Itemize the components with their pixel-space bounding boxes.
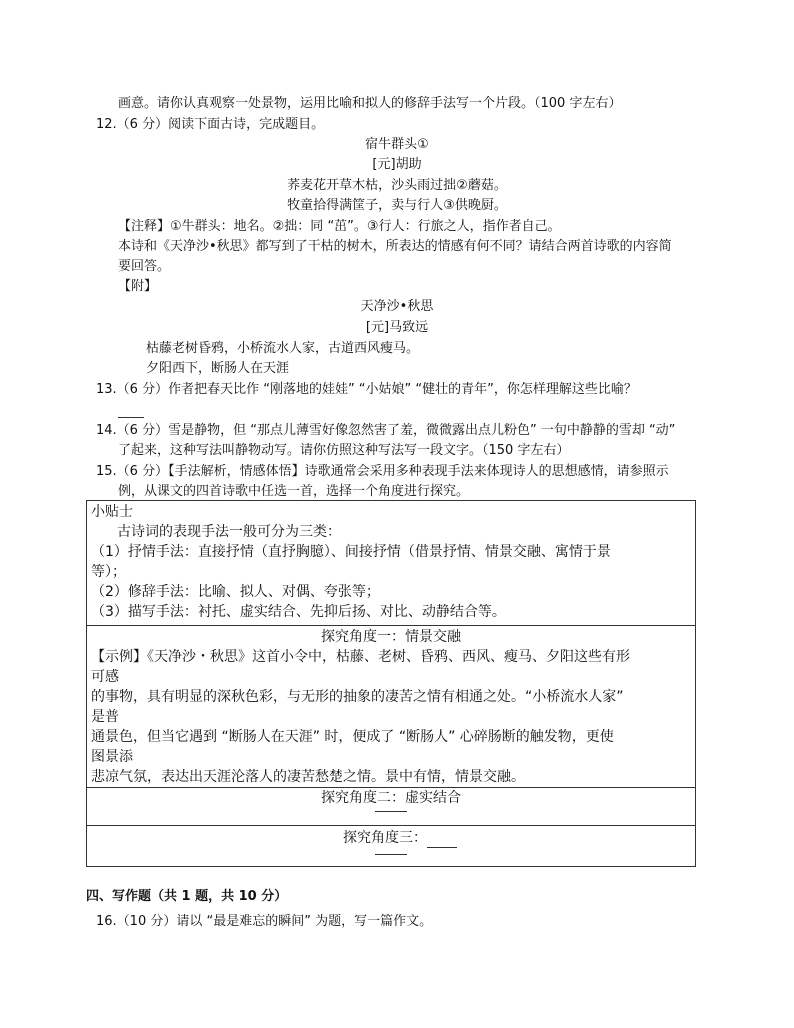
answer-blank (118, 400, 144, 418)
question-12: 12.（6 分）阅读下面古诗，完成题目。 (96, 117, 325, 132)
text-line: 了起来，这种写法叫静物动写。请你仿照这种写法写一段文字。（150 字左右） (118, 443, 570, 458)
example-text: 的事物，具有明显的深秋色彩，与无形的抽象的凄苦之情有相通之处。“小桥流水人家” (91, 689, 624, 705)
poem-author: [元]马致远 (365, 320, 429, 335)
answer-blank (375, 811, 407, 812)
divider (87, 625, 695, 626)
question-16: 16.（10 分）请以 “最是难忘的瞬间” 为题，写一篇作文。 (96, 914, 433, 929)
text-line: 画意。请你认真观察一处景物，运用比喻和拟人的修辞手法写一个片段。（100 字左右） (118, 96, 622, 111)
example-text: 图景添 (91, 749, 133, 765)
angle-three-label: 探究角度三： (343, 830, 427, 846)
poem-line: 枯藤老树昏鸦，小桥流水人家，古道西风瘦马。 (146, 341, 420, 356)
poem-title: 天净沙•秋思 (360, 299, 434, 314)
section-heading: 四、写作题（共 1 题，共 10 分） (86, 889, 288, 904)
example-text: 是普 (91, 709, 119, 725)
tips-heading: 小贴士 (91, 504, 133, 520)
tips-text: （2）修辞手法：比喻、拟人、对偶、夸张等； (91, 584, 380, 600)
exploration-table (86, 500, 696, 867)
poem-title: 宿牛群头① (365, 137, 429, 152)
question-15: 15.（6 分）【手法解析，情感体悟】诗歌通常会采用多种表现手法来体现诗人的思想感情，请参照示 (96, 464, 669, 479)
text-line: 例，从课文的四首诗歌中任选一首，选择一个角度进行探究。 (118, 484, 470, 499)
appendix-label: 【附】 (118, 279, 158, 294)
text-line: 本诗和《天净沙•秋思》都写到了干枯的树木，所表达的情感有何不同？请结合两首诗歌的内容简 (118, 239, 672, 254)
tips-text: 古诗词的表现手法一般可分为三类： (117, 524, 341, 540)
answer-blank (375, 854, 407, 855)
example-text: 悲凉气氛，表达出天涯沦落人的凄苦愁楚之情。景中有情，情景交融。 (91, 769, 525, 785)
angle-one-heading: 探究角度一：情景交融 (321, 629, 461, 645)
example-text: 通景色，但当它遇到 “断肠人在天涯” 时，便成了 “断肠人” 心碎肠断的触发物，更使 (91, 729, 614, 745)
divider (87, 787, 695, 788)
angle-three-heading (343, 829, 457, 848)
tips-text: 等）； (91, 564, 126, 580)
annotation: 【注释】①牛群头：地名。②拙：同 “茁”。③行人：行旅之人，指作者自己。 (118, 219, 561, 234)
poem-line: 夕阳西下，断肠人在天涯 (146, 361, 290, 376)
example-text: 【示例】《天净沙・秋思》这首小令中，枯藤、老树、昏鸦、西风、瘦马、夕阳这些有形 (91, 649, 630, 665)
angle-two-heading: 探究角度二：虚实结合 (321, 790, 461, 806)
text-line: 要回答。 (118, 259, 171, 274)
poem-author: [元]胡助 (372, 157, 422, 172)
tips-text: （3）描写手法：衬托、虚实结合、先抑后扬、对比、动静结合等。 (91, 604, 506, 620)
divider (87, 825, 695, 826)
example-text: 可感 (91, 669, 119, 685)
poem-line: 荞麦花开草木枯，沙头雨过拙②蘑菇。 (287, 178, 507, 193)
tips-text: （1）抒情手法：直接抒情（直抒胸臆）、间接抒情（借景抒情、情景交融、寓情于景 (91, 544, 611, 560)
answer-blank (427, 835, 457, 848)
question-13: 13.（6 分）作者把春天比作 “刚落地的娃娃” “小姑娘” “健壮的青年”，你怎样理解这些比喻？ (96, 382, 637, 397)
question-14: 14.（6 分）雪是静物，但 “那点儿薄雪好像忽然害了羞，微微露出点儿粉色” 一句中静静的雪却 “动” (96, 423, 676, 438)
poem-line: 牧童拾得满筐子，卖与行人③供晚厨。 (287, 198, 507, 213)
